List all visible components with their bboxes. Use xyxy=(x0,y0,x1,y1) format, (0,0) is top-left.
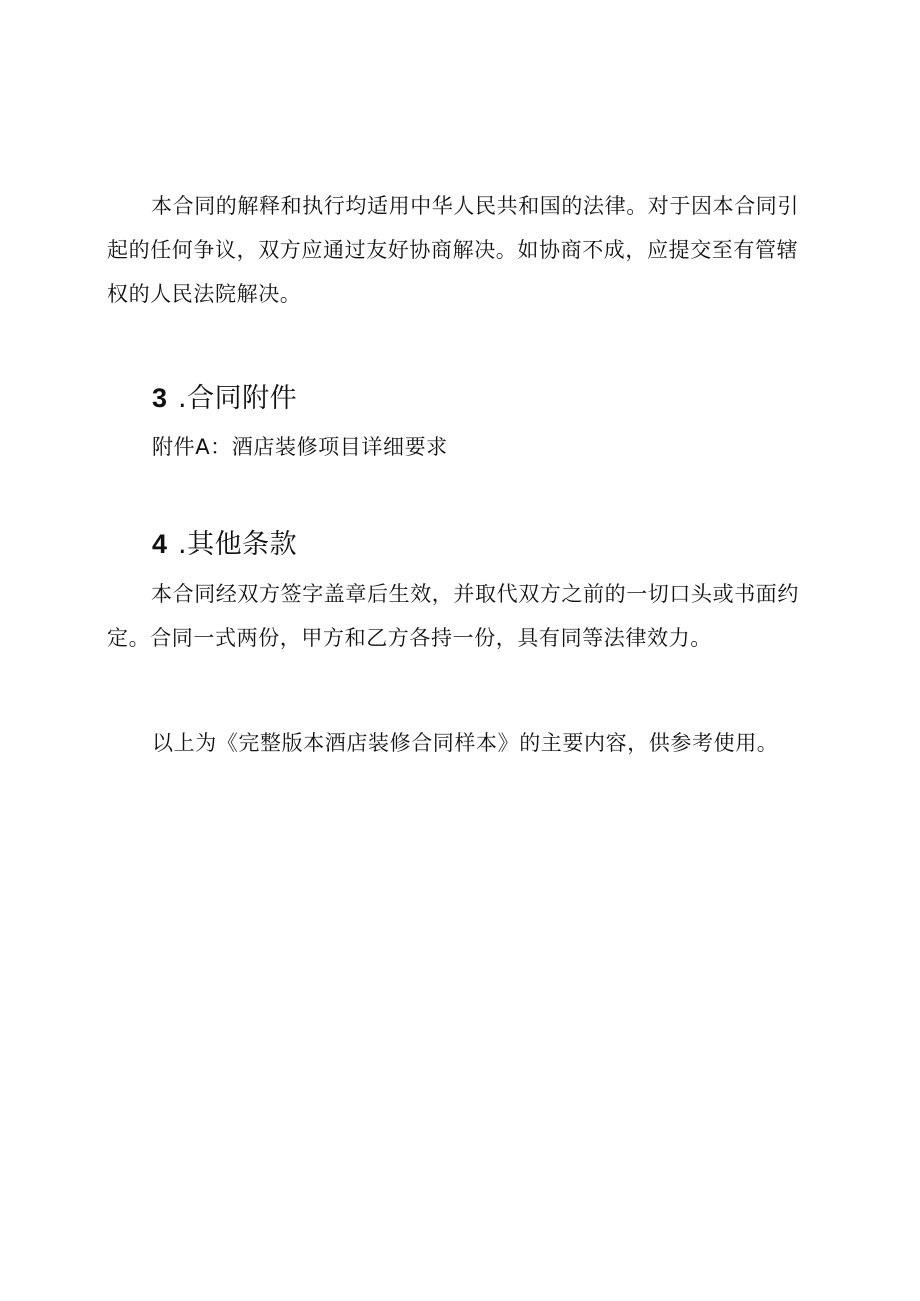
other-terms-paragraph xyxy=(107,572,819,660)
law-paragraph xyxy=(107,184,819,316)
section-4-title: .其他条款 xyxy=(178,529,298,560)
section-3-number: 3 xyxy=(152,383,168,413)
law-paragraph-text: 本合同的解释和执行均适用中华人民共和国的法律。对于因本合同引起的任何争议，双方应通过友好协商解决。如协商不成，应提交至有管辖权的人民法院解决。 xyxy=(107,194,799,306)
section-4-number: 4 xyxy=(152,529,168,559)
closing-line: 以上为《完整版本酒店装修合同样本》的主要内容，供参考使用。 xyxy=(152,731,779,755)
other-terms-text: 本合同经双方签字盖章后生效，并取代双方之前的一切口头或书面约定。合同一式两份，甲方和乙方各持一份，具有同等法律效力。 xyxy=(107,582,799,650)
section-3-title: .合同附件 xyxy=(178,383,298,414)
attachment-line: 附件A：酒店装修项目详细要求 xyxy=(152,435,448,459)
section-3-heading xyxy=(152,378,297,419)
section-4-heading xyxy=(152,524,297,565)
